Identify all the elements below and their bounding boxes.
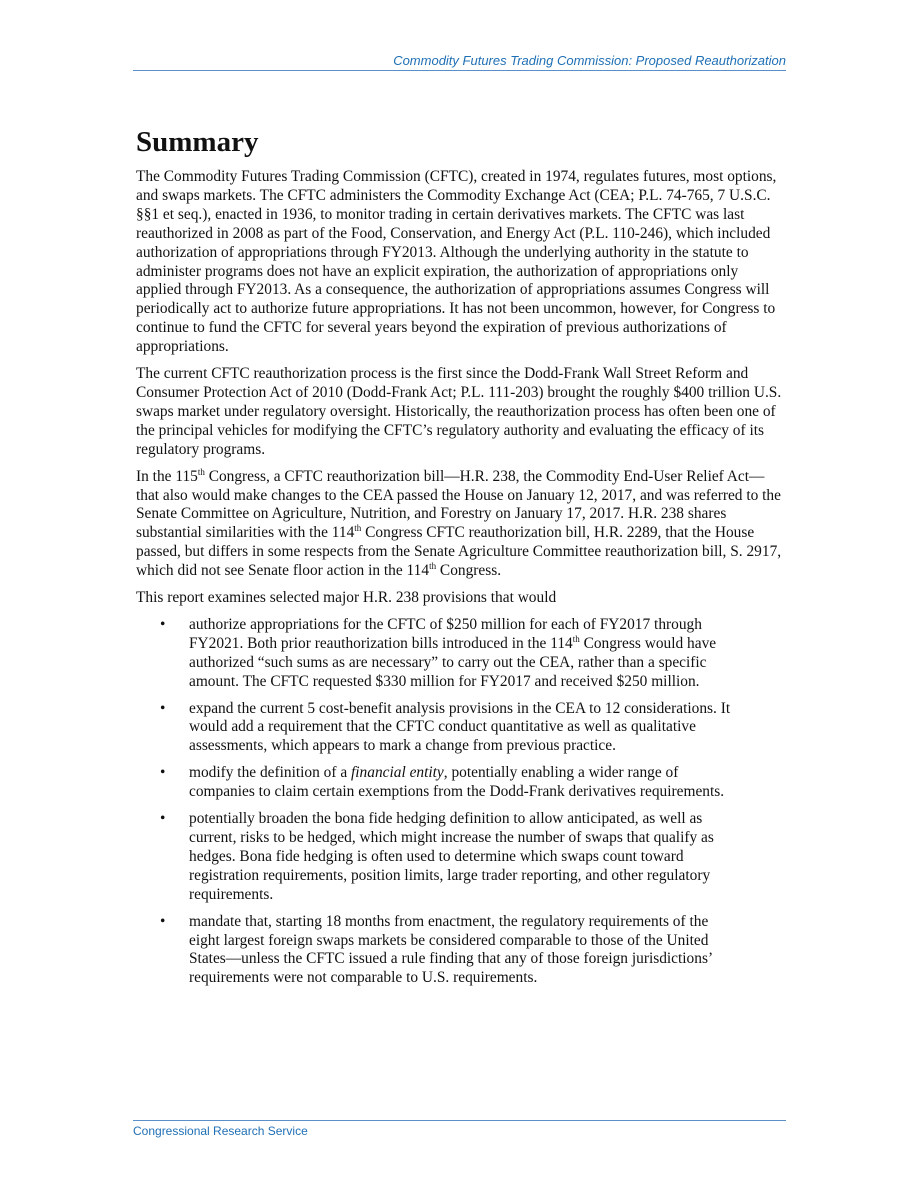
list-item [160,699,739,757]
text-span: mandate that, starting 18 months from enactment, the regulatory requirements of the eight largest foreign swaps markets be considered comparable to those of the United States—unless the CFTC issued a rule finding that any of those foreign jurisdictions’ requirements were not comparable to U.S. requirements. [189,912,712,987]
running-footer [133,1120,786,1138]
text-span: authorize appropriations for the CFTC of $250 million for each of FY2017 through FY2021. Both prior reauthorization bills introduced in the 114 [189,615,702,652]
text-span: potentially broaden the bona fide hedging definition to allow anticipated, as well as current, risks to be hedged, which might increase the number of swaps that qualify as hedges. Bona fide hedging is often used to determine which swaps count toward registration requirements, position limits, large trader reporting, and other regulatory requirements. [189,810,714,903]
ordinal-suffix: th [572,633,580,644]
list-item [160,810,739,905]
summary-paragraph-4: This report examines selected major H.R. 238 provisions that would [136,589,557,607]
ordinal-suffix: th [429,561,437,572]
bullet-icon: • [160,615,166,633]
emphasized-term: financial entity [351,764,444,782]
running-header [133,53,786,71]
provisions-list [136,616,739,988]
bullet-icon: • [160,764,166,782]
page-content [136,122,786,996]
bullet-icon: • [160,810,166,828]
ordinal-suffix: th [354,523,362,534]
text-span: In the 115 [136,467,198,485]
summary-paragraph-2: The current CFTC reauthorization process is the first since the Dodd-Frank Wall Street Reform and Consumer Protection Act of 2010 (Dodd-Frank Act; P.L. 111-203) brought the roughly $400 trillion U.S. swaps market under regulatory oversight. Historically, the reauthorization process has often been one of the principal vehicles for modifying the CFTC’s regulatory authority and evaluating the efficacy of its regulatory programs. [136,365,782,458]
summary-paragraph-3 [136,468,786,581]
text-span: expand the current 5 cost-benefit analysis provisions in the CEA to 12 considerations. It would add a requirement that the CFTC conduct quantitative as well as qualitative assessments, which appears to mark a change from previous practice. [189,699,731,755]
running-header-title: Commodity Futures Trading Commission: Proposed Reauthorization [393,53,786,68]
list-item [160,912,739,989]
text-span: Congress. [436,562,502,580]
text-span: Congress would have authorized “such sums as are necessary” to carry out the CEA, rather than a specific amount. The CFTC requested $330 million for FY2017 and received $250 million. [189,634,717,690]
list-item [160,615,739,692]
summary-paragraph-1: The Commodity Futures Trading Commission (CFTC), created in 1974, regulates futures, most options, and swaps markets. The CFTC administers the Commodity Exchange Act (CEA; P.L. 74-765, 7 U.S.C. §§1 et seq.), enacted in 1936, to monitor trading in certain derivatives markets. The CFTC was last reauthorized in 2008 as part of the Food, Conservation, and Energy Act (P.L. 110-246), which included authorization of appropriations through FY2013. Although the underlying authority in the statute to administer programs does not have an explicit expiration, the authorization of appropriations only applied through FY2013. As a consequence, the authorization of appropriations assumes Congress will periodically act to authorize future appropriations. It has not been uncommon, however, for Congress to continue to fund the CFTC for several years beyond the expiration of previous authorizations of appropriations. [136,168,777,356]
list-item [160,764,739,802]
text-span: Congress CFTC reauthorization bill, H.R. 2289, that the House passed, but differs in some respects from the Senate Agriculture Committee reauthorization bill, S. 2917, which did not see Senate floor action in the 114 [136,524,782,580]
bullet-icon: • [160,699,166,717]
section-title: Summary [136,126,259,158]
text-span: modify the definition of a [189,764,351,782]
footer-publisher: Congressional Research Service [133,1124,308,1138]
text-span: , potentially enabling a wider range of companies to claim certain exemptions from the Dodd-Frank derivatives requirements. [189,764,725,801]
bullet-icon: • [160,912,166,930]
ordinal-suffix: th [197,466,205,477]
text-span: Congress, a CFTC reauthorization bill—H.R. 238, the Commodity End-User Relief Act—that also would make changes to the CEA passed the House on January 12, 2017, and was referred to the Senate Committee on Agriculture, Nutrition, and Forestry on January 17, 2017. H.R. 238 shares substantial similarities with the 114 [136,467,781,542]
